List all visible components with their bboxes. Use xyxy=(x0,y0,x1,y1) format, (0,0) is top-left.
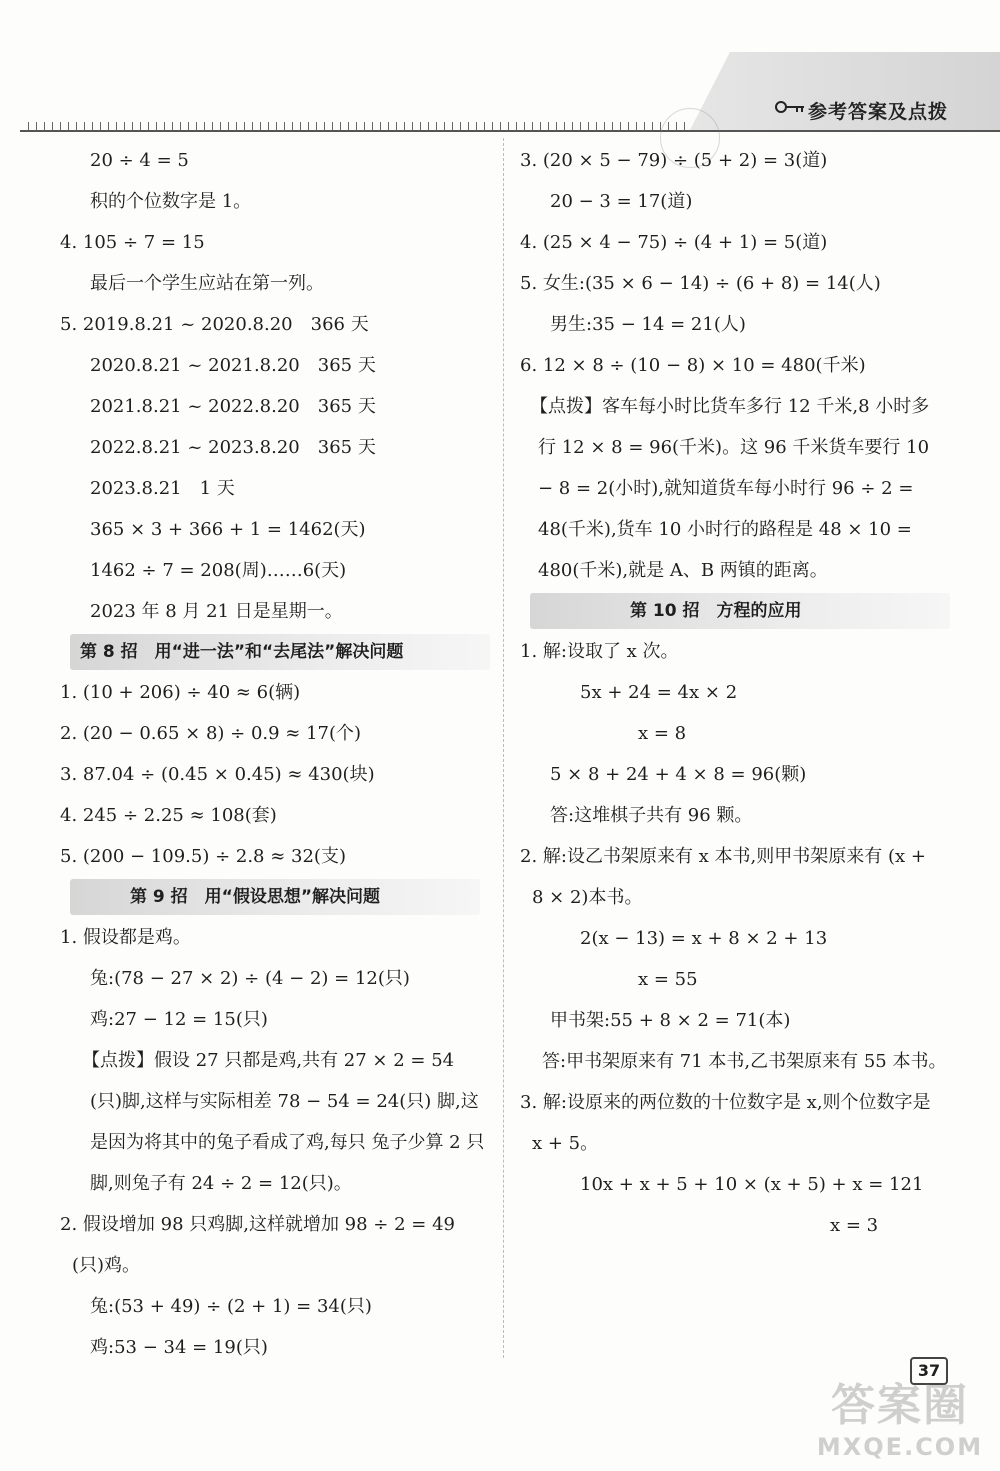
answer-line: 兔:(53 + 49) ÷ (2 + 1) = 34(只) xyxy=(90,1296,372,1317)
answer-paragraph: 2. 假设增加 98 只鸡脚,这样就增加 98 ÷ 2 = 49 (只)鸡。 xyxy=(60,1214,455,1276)
section-heading-8: 第 8 招 用“进一法”和“去尾法”解决问题 xyxy=(70,634,490,670)
answer-line: 20 − 3 = 17(道) xyxy=(550,191,693,212)
answer-line: 6. 12 × 8 ÷ (10 − 8) × 10 = 480(千米) xyxy=(520,355,866,376)
answer-line: 3. 87.04 ÷ (0.45 × 0.45) ≈ 430(块) xyxy=(60,764,375,785)
answer-line: 5 × 8 + 24 + 4 × 8 = 96(颗) xyxy=(550,764,807,785)
key-icon xyxy=(775,100,805,114)
answer-line: 5. 女生:(35 × 6 − 14) ÷ (6 + 8) = 14(人) xyxy=(520,273,881,294)
watermark-url: MXQE.COM xyxy=(816,1433,984,1461)
tip-paragraph: 【点拨】假设 27 只都是鸡,共有 27 × 2 = 54 (只)脚,这样与实际相差 78 − 54 = 24(只) 脚,这是因为将其中的兔子看成了鸡,每只 兔子少算 2 只脚,则兔子有 24 ÷ 2 = 12(只)。 xyxy=(82,1050,485,1194)
equation-line: x = 3 xyxy=(830,1215,879,1236)
header-title: 参考答案及点拨 xyxy=(808,101,949,123)
answer-line: 4. 105 ÷ 7 = 15 xyxy=(60,232,205,253)
column-divider xyxy=(503,138,504,1358)
answer-line: 答:这堆棋子共有 96 颗。 xyxy=(550,805,753,826)
header-rule xyxy=(20,130,1000,132)
answer-line: 男生:35 − 14 = 21(人) xyxy=(550,314,746,335)
header-ruler xyxy=(28,122,688,130)
watermark-logo: 答案圈 xyxy=(831,1380,969,1431)
equation-line: 10x + x + 5 + 10 × (x + 5) + x = 121 xyxy=(580,1174,924,1195)
answer-line: 1462 ÷ 7 = 208(周)……6(天) xyxy=(90,560,347,581)
equation-line: x = 55 xyxy=(638,969,698,990)
answer-line: 5. (200 − 109.5) ÷ 2.8 ≈ 32(支) xyxy=(60,846,346,867)
answer-line: 4. 245 ÷ 2.25 ≈ 108(套) xyxy=(60,805,277,826)
equation-line: x = 8 xyxy=(638,723,687,744)
equation-line: 5x + 24 = 4x × 2 xyxy=(580,682,738,703)
answer-line: 2023 年 8 月 21 日是星期一。 xyxy=(90,601,343,622)
answer-line: 2021.8.21 ~ 2022.8.20 365 天 xyxy=(90,396,376,417)
equation-line: 2(x − 13) = x + 8 × 2 + 13 xyxy=(580,928,828,949)
answer-line: 1. 假设都是鸡。 xyxy=(60,927,191,948)
answer-line: 3. (20 × 5 − 79) ÷ (5 + 2) = 3(道) xyxy=(520,150,828,171)
tip-paragraph: 【点拨】客车每小时比货车多行 12 千米,8 小时多行 12 × 8 = 96(千米)。这 96 千米货车要行 10 − 8 = 2(小时),就知道货车每小时行 96 ÷ 2 = 48(千米),货车 10 小时行的路程是 48 × 10 = 480(千米),就是 A、B 两镇的距离。 xyxy=(530,396,930,581)
answer-line: 2022.8.21 ~ 2023.8.20 365 天 xyxy=(90,437,376,458)
section-heading-9: 第 9 招 用“假设思想”解决问题 xyxy=(70,879,480,915)
answer-paragraph: 3. 解:设原来的两位数的十位数字是 x,则个位数字是 x + 5。 xyxy=(520,1092,931,1154)
answer-paragraph: 答:甲书架原来有 71 本书,乙书架原来有 55 本书。 xyxy=(542,1051,947,1072)
answer-line: 积的个位数字是 1。 xyxy=(90,191,252,212)
answer-line: 2. (20 − 0.65 × 8) ÷ 0.9 ≈ 17(个) xyxy=(60,723,362,744)
answer-line: 1. (10 + 206) ÷ 40 ≈ 6(辆) xyxy=(60,682,301,703)
answer-line: 20 ÷ 4 = 5 xyxy=(90,150,189,171)
answer-line: 2020.8.21 ~ 2021.8.20 365 天 xyxy=(90,355,376,376)
answer-line: 鸡:27 − 12 = 15(只) xyxy=(90,1009,268,1030)
left-column xyxy=(60,140,492,1368)
answer-line: 甲书架:55 + 8 × 2 = 71(本) xyxy=(550,1010,791,1031)
answer-line: 鸡:53 − 34 = 19(只) xyxy=(90,1337,268,1358)
answer-line: 2023.8.21 1 天 xyxy=(90,478,235,499)
answer-line: 1. 解:设取了 x 次。 xyxy=(520,641,679,662)
answer-paragraph: 2. 解:设乙书架原来有 x 本书,则甲书架原来有 (x + 8 × 2)本书。 xyxy=(520,846,926,908)
right-column xyxy=(520,140,960,1246)
answer-line: 5. 2019.8.21 ~ 2020.8.20 366 天 xyxy=(60,314,369,335)
answer-line: 4. (25 × 4 − 75) ÷ (4 + 1) = 5(道) xyxy=(520,232,828,253)
watermark xyxy=(800,1380,1000,1471)
answer-line: 365 × 3 + 366 + 1 = 1462(天) xyxy=(90,519,366,540)
section-heading-10: 第 10 招 方程的应用 xyxy=(530,593,950,629)
answer-line: 兔:(78 − 27 × 2) ÷ (4 − 2) = 12(只) xyxy=(90,968,410,989)
answer-line: 最后一个学生应站在第一列。 xyxy=(90,273,324,294)
page-number: 37 xyxy=(910,1357,948,1385)
